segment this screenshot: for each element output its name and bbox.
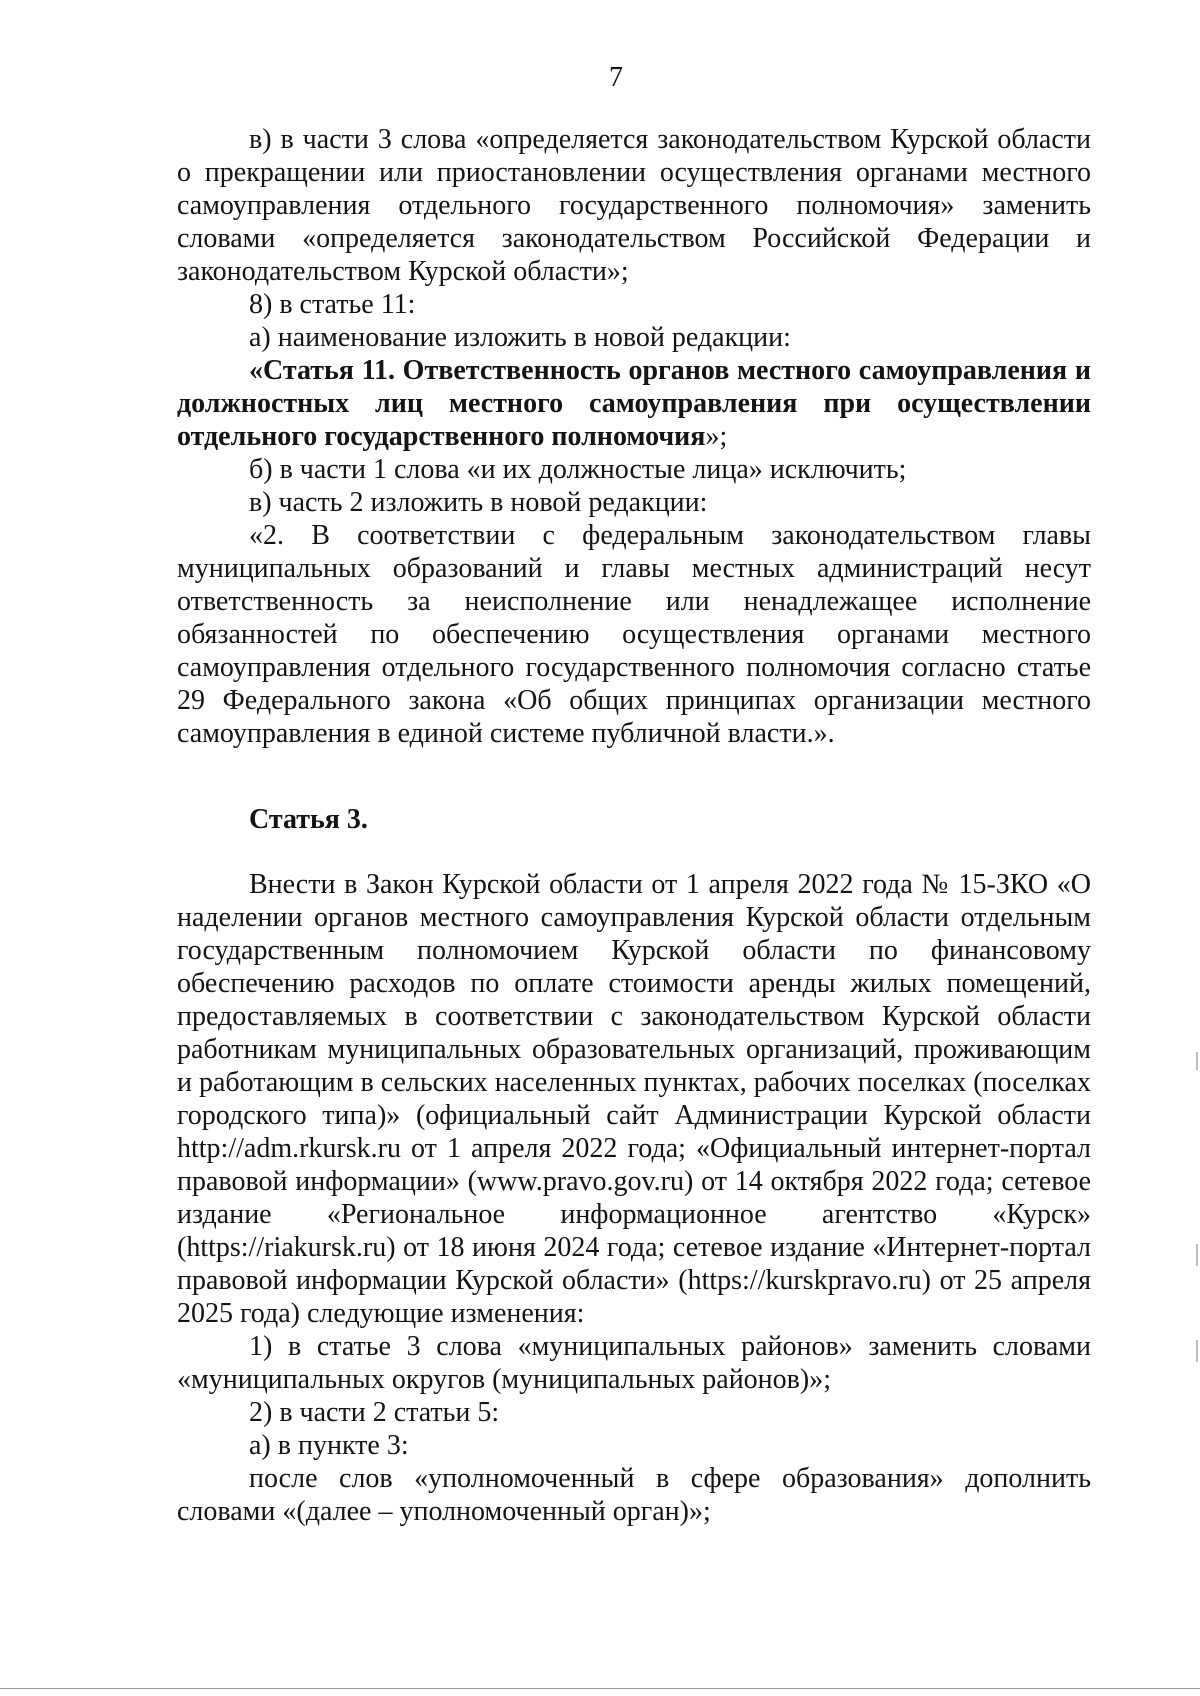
paragraph: а) наименование изложить в новой редакции: (249, 322, 791, 353)
scan-mark (1196, 1052, 1198, 1070)
amendments-article-2-continued (177, 123, 1091, 750)
paragraph: после слов «уполномоченный в сфере образования» дополнить словами «(далее – уполномоченный орган)»; (177, 1463, 1091, 1527)
scan-edge-line (0, 1688, 1200, 1689)
article-3-body (177, 868, 1091, 1528)
paragraph: Внести в Закон Курской области от 1 апреля 2022 года № 15-ЗКО «О наделении органов местного самоуправления Курской области отдельным государственным полномочием Курской области по финансовому обеспечению расходов по оплате стоимости аренды жилых помещений, предоставляемых в соответствии с законодательством Курской области работникам муниципальных образовательных организаций, проживающим и работающим в сельских населенных пунктах, рабочих поселках (поселках городского типа)» (официальный сайт Администрации Курской области http://adm.rkursk.ru от 1 апреля 2022 года; «Официальный интернет-портал правовой информации» (www.pravo.gov.ru) от 14 октября 2022 года; сетевое издание «Региональное информационное агентство «Курск» (https://riakursk.ru) от 18 июня 2024 года; сетевое издание «Интернет-портал правовой информации Курской области» (https://kurskpravo.ru) от 25 апреля 2025 года) следующие изменения: (177, 869, 1091, 1329)
paragraph: б) в части 1 слова «и их должностые лица» исключить; (249, 454, 907, 485)
paragraph: «2. В соответствии с федеральным законодательством главы муниципальных образований и главы местных администраций несут ответственность за неисполнение или ненадлежащее исполнение обязанностей по обеспечению осуществления органами местного самоуправления отдельного государственного полномочия согласно статье 29 Федерального закона «Об общих принципах организации местного самоуправления в единой системе публичной власти.». (177, 520, 1091, 749)
article-11-title: «Статья 11. Ответственность органов местного самоуправления и должностных лиц местного самоуправления при осуществлении отдельного государственного полномочия (177, 355, 1091, 452)
paragraph: 8) в статье 11: (249, 289, 416, 320)
page-number: 7 (609, 62, 623, 93)
article-3-heading: Статья 3. (249, 804, 368, 835)
paragraph: 1) в статье 3 слова «муниципальных районов» заменить словами «муниципальных округов (муниципальных районов)»; (177, 1331, 1091, 1395)
paragraph: в) часть 2 изложить в новой редакции: (249, 487, 708, 518)
paragraph: в) в части 3 слова «определяется законодательством Курской области о прекращении или приостановлении осуществления органами местного самоуправления отдельного государственного полномочия» заменить словами «определяется законодательством Российской Федерации и законодательством Курской области»; (177, 124, 1091, 287)
scan-mark (1196, 1340, 1198, 1362)
paragraph: а) в пункте 3: (249, 1430, 409, 1461)
article-11-title-tail: »; (705, 421, 728, 452)
article-11-title-paragraph (177, 354, 1091, 453)
paragraph: 2) в части 2 статьи 5: (249, 1397, 500, 1428)
scan-mark (1196, 1244, 1198, 1266)
